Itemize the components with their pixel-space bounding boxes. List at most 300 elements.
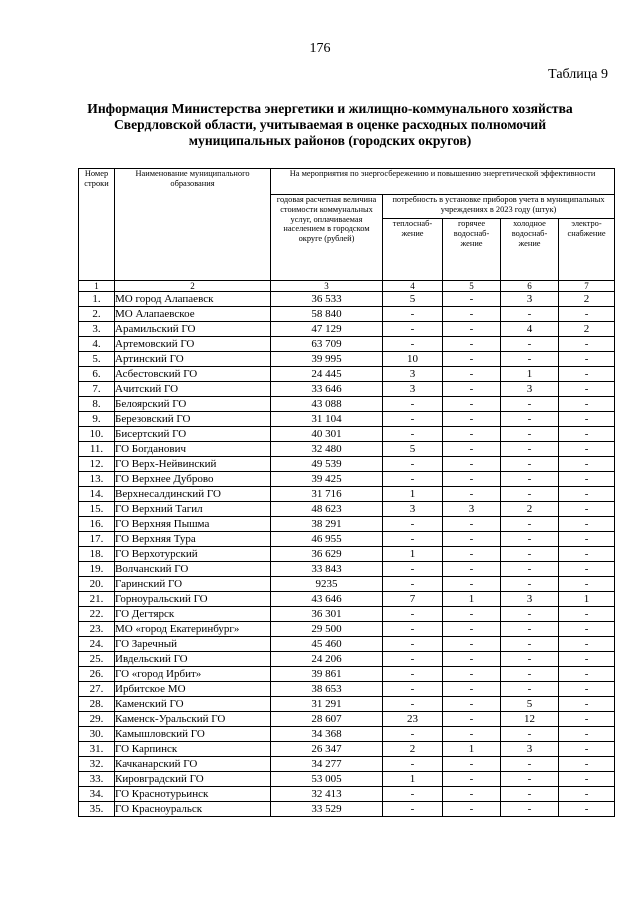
cold-water-meter-count: - [501,562,559,577]
header-name: Наименование муниципального образования [115,169,271,281]
municipality-name: ГО Верхнее Дуброво [115,472,271,487]
cold-water-meter-count: - [501,652,559,667]
cold-water-meter-count: 3 [501,382,559,397]
table-row [79,382,615,397]
table-row [79,427,615,442]
municipality-name: МО город Алапаевск [115,292,271,307]
header-electricity: электро-снабжение [559,219,615,281]
header-annual-cost: годовая расчетная величина стоимости коммунальных услуг, оплачиваемая населением в городском округе (рублей) [271,195,383,281]
electricity-meter-count: - [559,367,615,382]
electricity-meter-count: - [559,697,615,712]
municipality-name: Ивдельский ГО [115,652,271,667]
annual-cost-value: 36 301 [271,607,383,622]
cold-water-meter-count: - [501,472,559,487]
row-number: 11. [79,442,115,457]
page-number: 176 [309,41,331,56]
heat-meter-count: - [383,577,443,592]
municipality-name: Камышловский ГО [115,727,271,742]
municipality-name: ГО Верхний Тагил [115,502,271,517]
annual-cost-value: 34 368 [271,727,383,742]
heat-meter-count: - [383,787,443,802]
heat-meter-count: - [383,652,443,667]
municipality-name: ГО Верхняя Пышма [115,517,271,532]
cold-water-meter-count: - [501,457,559,472]
table-header [79,169,615,292]
cold-water-meter-count: - [501,787,559,802]
cold-water-meter-count: 1 [501,367,559,382]
table-row [79,487,615,502]
cold-water-meter-count: - [501,427,559,442]
annual-cost-value: 45 460 [271,637,383,652]
heat-meter-count: - [383,517,443,532]
heat-meter-count: - [383,322,443,337]
table-label: Таблица 9 [548,67,608,82]
electricity-meter-count: - [559,427,615,442]
annual-cost-value: 53 005 [271,772,383,787]
row-number: 3. [79,322,115,337]
electricity-meter-count: 1 [559,592,615,607]
row-number: 6. [79,367,115,382]
heat-meter-count: - [383,757,443,772]
table-row [79,412,615,427]
row-number: 24. [79,637,115,652]
annual-cost-value: 40 301 [271,427,383,442]
column-number: 4 [383,281,443,292]
municipality-name: ГО Красноуральск [115,802,271,817]
row-number: 25. [79,652,115,667]
row-number: 16. [79,517,115,532]
annual-cost-value: 39 995 [271,352,383,367]
heat-meter-count: - [383,397,443,412]
annual-cost-value: 33 843 [271,562,383,577]
heat-meter-count: 5 [383,292,443,307]
annual-cost-value: 29 500 [271,622,383,637]
electricity-meter-count: - [559,502,615,517]
row-number: 1. [79,292,115,307]
annual-cost-value: 48 623 [271,502,383,517]
annual-cost-value: 24 206 [271,652,383,667]
hot-water-meter-count: 3 [443,502,501,517]
hot-water-meter-count: - [443,712,501,727]
table-row [79,577,615,592]
heat-meter-count: - [383,457,443,472]
cold-water-meter-count: 3 [501,742,559,757]
table-row [79,397,615,412]
annual-cost-value: 36 629 [271,547,383,562]
cold-water-meter-count: - [501,577,559,592]
heat-meter-count: - [383,562,443,577]
cold-water-meter-count: - [501,607,559,622]
table-row [79,802,615,817]
row-number: 18. [79,547,115,562]
hot-water-meter-count: - [443,307,501,322]
annual-cost-value: 28 607 [271,712,383,727]
hot-water-meter-count: - [443,427,501,442]
hot-water-meter-count: - [443,772,501,787]
municipality-name: Гаринский ГО [115,577,271,592]
row-number: 21. [79,592,115,607]
annual-cost-value: 9235 [271,577,383,592]
hot-water-meter-count: - [443,622,501,637]
electricity-meter-count: - [559,457,615,472]
table-row [79,502,615,517]
hot-water-meter-count: - [443,337,501,352]
annual-cost-value: 39 861 [271,667,383,682]
cold-water-meter-count: 2 [501,502,559,517]
heat-meter-count: - [383,472,443,487]
heat-meter-count: 2 [383,742,443,757]
column-number: 7 [559,281,615,292]
municipality-name: Ачитский ГО [115,382,271,397]
annual-cost-value: 24 445 [271,367,383,382]
municipality-name: Каменский ГО [115,697,271,712]
annual-cost-value: 43 646 [271,592,383,607]
hot-water-meter-count: - [443,397,501,412]
annual-cost-value: 38 291 [271,517,383,532]
table-row [79,337,615,352]
municipality-name: ГО Верхотурский [115,547,271,562]
table-row [79,352,615,367]
row-number: 23. [79,622,115,637]
hot-water-meter-count: - [443,757,501,772]
hot-water-meter-count: - [443,652,501,667]
municipality-name: Артемовский ГО [115,337,271,352]
row-number: 35. [79,802,115,817]
annual-cost-value: 31 291 [271,697,383,712]
cold-water-meter-count: 4 [501,322,559,337]
cold-water-meter-count: - [501,397,559,412]
cold-water-meter-count: - [501,757,559,772]
cold-water-meter-count: - [501,772,559,787]
table-row [79,472,615,487]
heat-meter-count: - [383,622,443,637]
annual-cost-value: 36 533 [271,292,383,307]
annual-cost-value: 34 277 [271,757,383,772]
hot-water-meter-count: 1 [443,592,501,607]
annual-cost-value: 43 088 [271,397,383,412]
heat-meter-count: - [383,697,443,712]
heat-meter-count: 3 [383,367,443,382]
hot-water-meter-count: - [443,697,501,712]
hot-water-meter-count: - [443,487,501,502]
hot-water-meter-count: - [443,787,501,802]
municipality-name: ГО Дегтярск [115,607,271,622]
row-number: 20. [79,577,115,592]
electricity-meter-count: - [559,577,615,592]
table-row [79,667,615,682]
municipality-name: Качканарский ГО [115,757,271,772]
electricity-meter-count: - [559,547,615,562]
municipality-name: ГО Краснотурьинск [115,787,271,802]
heat-meter-count: - [383,727,443,742]
row-number: 15. [79,502,115,517]
municipality-name: Каменск-Уральский ГО [115,712,271,727]
hot-water-meter-count: - [443,292,501,307]
annual-cost-value: 39 425 [271,472,383,487]
annual-cost-value: 26 347 [271,742,383,757]
row-number: 7. [79,382,115,397]
row-number: 4. [79,337,115,352]
row-number: 27. [79,682,115,697]
row-number: 31. [79,742,115,757]
heat-meter-count: - [383,412,443,427]
municipality-name: МО «город Екатеринбург» [115,622,271,637]
table-row [79,442,615,457]
table-row [79,532,615,547]
row-number: 29. [79,712,115,727]
header-heat: теплоснаб-жение [383,219,443,281]
hot-water-meter-count: - [443,607,501,622]
electricity-meter-count: - [559,517,615,532]
electricity-meter-count: - [559,682,615,697]
cold-water-meter-count: - [501,517,559,532]
table-row [79,712,615,727]
heat-meter-count: 5 [383,442,443,457]
header-measures: На мероприятия по энергосбережению и повышению энергетической эффективности [271,169,615,195]
electricity-meter-count: - [559,352,615,367]
electricity-meter-count: - [559,787,615,802]
electricity-meter-count: - [559,397,615,412]
row-number: 14. [79,487,115,502]
annual-cost-value: 31 716 [271,487,383,502]
cold-water-meter-count: - [501,622,559,637]
cold-water-meter-count: - [501,802,559,817]
municipality-name: Асбестовский ГО [115,367,271,382]
electricity-meter-count: - [559,337,615,352]
table-row [79,757,615,772]
electricity-meter-count: - [559,772,615,787]
electricity-meter-count: - [559,652,615,667]
table-row [79,742,615,757]
heat-meter-count: 1 [383,487,443,502]
row-number: 30. [79,727,115,742]
row-number: 19. [79,562,115,577]
electricity-meter-count: - [559,622,615,637]
cold-water-meter-count: - [501,532,559,547]
municipality-name: Белоярский ГО [115,397,271,412]
hot-water-meter-count: - [443,367,501,382]
heat-meter-count: - [383,682,443,697]
hot-water-meter-count: - [443,802,501,817]
heat-meter-count: - [383,532,443,547]
municipality-name: МО Алапаевское [115,307,271,322]
heat-meter-count: 10 [383,352,443,367]
column-number: 2 [115,281,271,292]
annual-cost-value: 49 539 [271,457,383,472]
cold-water-meter-count: - [501,337,559,352]
municipality-name: Березовский ГО [115,412,271,427]
heat-meter-count: - [383,307,443,322]
hot-water-meter-count: - [443,457,501,472]
row-number: 13. [79,472,115,487]
electricity-meter-count: 2 [559,322,615,337]
electricity-meter-count: - [559,382,615,397]
municipality-name: ГО Заречный [115,637,271,652]
electricity-meter-count: - [559,307,615,322]
municipality-name: Арамильский ГО [115,322,271,337]
annual-cost-value: 63 709 [271,337,383,352]
electricity-meter-count: - [559,742,615,757]
annual-cost-value: 38 653 [271,682,383,697]
municipality-name: Волчанский ГО [115,562,271,577]
annual-cost-value: 46 955 [271,532,383,547]
cold-water-meter-count: - [501,487,559,502]
heat-meter-count: - [383,337,443,352]
heat-meter-count: 3 [383,382,443,397]
row-number: 2. [79,307,115,322]
cold-water-meter-count: 3 [501,292,559,307]
hot-water-meter-count: - [443,532,501,547]
municipality-name: Горноуральский ГО [115,592,271,607]
electricity-meter-count: - [559,562,615,577]
heat-meter-count: 1 [383,772,443,787]
row-number: 8. [79,397,115,412]
hot-water-meter-count: - [443,517,501,532]
table-row [79,562,615,577]
cold-water-meter-count: - [501,727,559,742]
heat-meter-count: 23 [383,712,443,727]
row-number: 5. [79,352,115,367]
electricity-meter-count: - [559,412,615,427]
hot-water-meter-count: - [443,472,501,487]
row-number: 17. [79,532,115,547]
hot-water-meter-count: - [443,382,501,397]
heat-meter-count: 1 [383,547,443,562]
electricity-meter-count: 2 [559,292,615,307]
table-row [79,787,615,802]
cold-water-meter-count: 3 [501,592,559,607]
annual-cost-value: 32 413 [271,787,383,802]
annual-cost-value: 32 480 [271,442,383,457]
heat-meter-count: - [383,802,443,817]
row-number: 9. [79,412,115,427]
row-number: 32. [79,757,115,772]
municipality-name: ГО Богданович [115,442,271,457]
annual-cost-value: 58 840 [271,307,383,322]
electricity-meter-count: - [559,472,615,487]
table-row [79,592,615,607]
cold-water-meter-count: - [501,682,559,697]
table-row [79,697,615,712]
column-number: 1 [79,281,115,292]
heat-meter-count: - [383,637,443,652]
table-row [79,322,615,337]
table-row [79,727,615,742]
heat-meter-count: - [383,667,443,682]
hot-water-meter-count: - [443,727,501,742]
column-numbers-row [79,281,615,292]
cold-water-meter-count: - [501,307,559,322]
table-row [79,607,615,622]
cold-water-meter-count: 5 [501,697,559,712]
row-number: 10. [79,427,115,442]
header-row-no: Номер строки [79,169,115,281]
electricity-meter-count: - [559,712,615,727]
hot-water-meter-count: 1 [443,742,501,757]
table-row [79,547,615,562]
municipality-name: Верхнесалдинский ГО [115,487,271,502]
hot-water-meter-count: - [443,352,501,367]
heat-meter-count: - [383,607,443,622]
row-number: 22. [79,607,115,622]
electricity-meter-count: - [559,487,615,502]
municipality-name: ГО Карпинск [115,742,271,757]
row-number: 12. [79,457,115,472]
electricity-meter-count: - [559,802,615,817]
electricity-meter-count: - [559,727,615,742]
row-number: 34. [79,787,115,802]
electricity-meter-count: - [559,607,615,622]
cold-water-meter-count: - [501,637,559,652]
hot-water-meter-count: - [443,412,501,427]
hot-water-meter-count: - [443,562,501,577]
municipality-name: ГО «город Ирбит» [115,667,271,682]
cold-water-meter-count: - [501,352,559,367]
table-row [79,772,615,787]
electricity-meter-count: - [559,442,615,457]
heat-meter-count: - [383,427,443,442]
column-number: 3 [271,281,383,292]
cold-water-meter-count: 12 [501,712,559,727]
row-number: 33. [79,772,115,787]
electricity-meter-count: - [559,637,615,652]
electricity-meter-count: - [559,757,615,772]
table-body [79,292,615,817]
table-row [79,652,615,667]
hot-water-meter-count: - [443,667,501,682]
table-row [79,457,615,472]
hot-water-meter-count: - [443,442,501,457]
table-row [79,622,615,637]
column-number: 6 [501,281,559,292]
table-row [79,307,615,322]
hot-water-meter-count: - [443,637,501,652]
hot-water-meter-count: - [443,322,501,337]
table-row [79,682,615,697]
municipality-name: ГО Верхняя Тура [115,532,271,547]
municipality-name: Кировградский ГО [115,772,271,787]
header-hot-water: горячее водоснаб-жение [443,219,501,281]
municipality-name: Артинский ГО [115,352,271,367]
electricity-meter-count: - [559,667,615,682]
document-title: Информация Министерства энергетики и жилищно-коммунального хозяйства Свердловской области, учитываемая в оценке расходных полномочий муниципальных районов (городских округов) [87,101,573,148]
row-number: 26. [79,667,115,682]
municipality-name: Ирбитское МО [115,682,271,697]
heat-meter-count: 3 [383,502,443,517]
hot-water-meter-count: - [443,547,501,562]
header-need: потребность в установке приборов учета в муниципальных учреждениях в 2023 году (штук) [383,195,615,219]
heat-meter-count: 7 [383,592,443,607]
municipality-name: Бисертский ГО [115,427,271,442]
data-table [78,168,615,817]
annual-cost-value: 33 646 [271,382,383,397]
electricity-meter-count: - [559,532,615,547]
municipality-name: ГО Верх-Нейвинский [115,457,271,472]
cold-water-meter-count: - [501,667,559,682]
cold-water-meter-count: - [501,547,559,562]
cold-water-meter-count: - [501,442,559,457]
hot-water-meter-count: - [443,682,501,697]
hot-water-meter-count: - [443,577,501,592]
table-row [79,367,615,382]
table-row [79,637,615,652]
cold-water-meter-count: - [501,412,559,427]
annual-cost-value: 33 529 [271,802,383,817]
row-number: 28. [79,697,115,712]
table-row [79,292,615,307]
column-number: 5 [443,281,501,292]
table-row [79,517,615,532]
